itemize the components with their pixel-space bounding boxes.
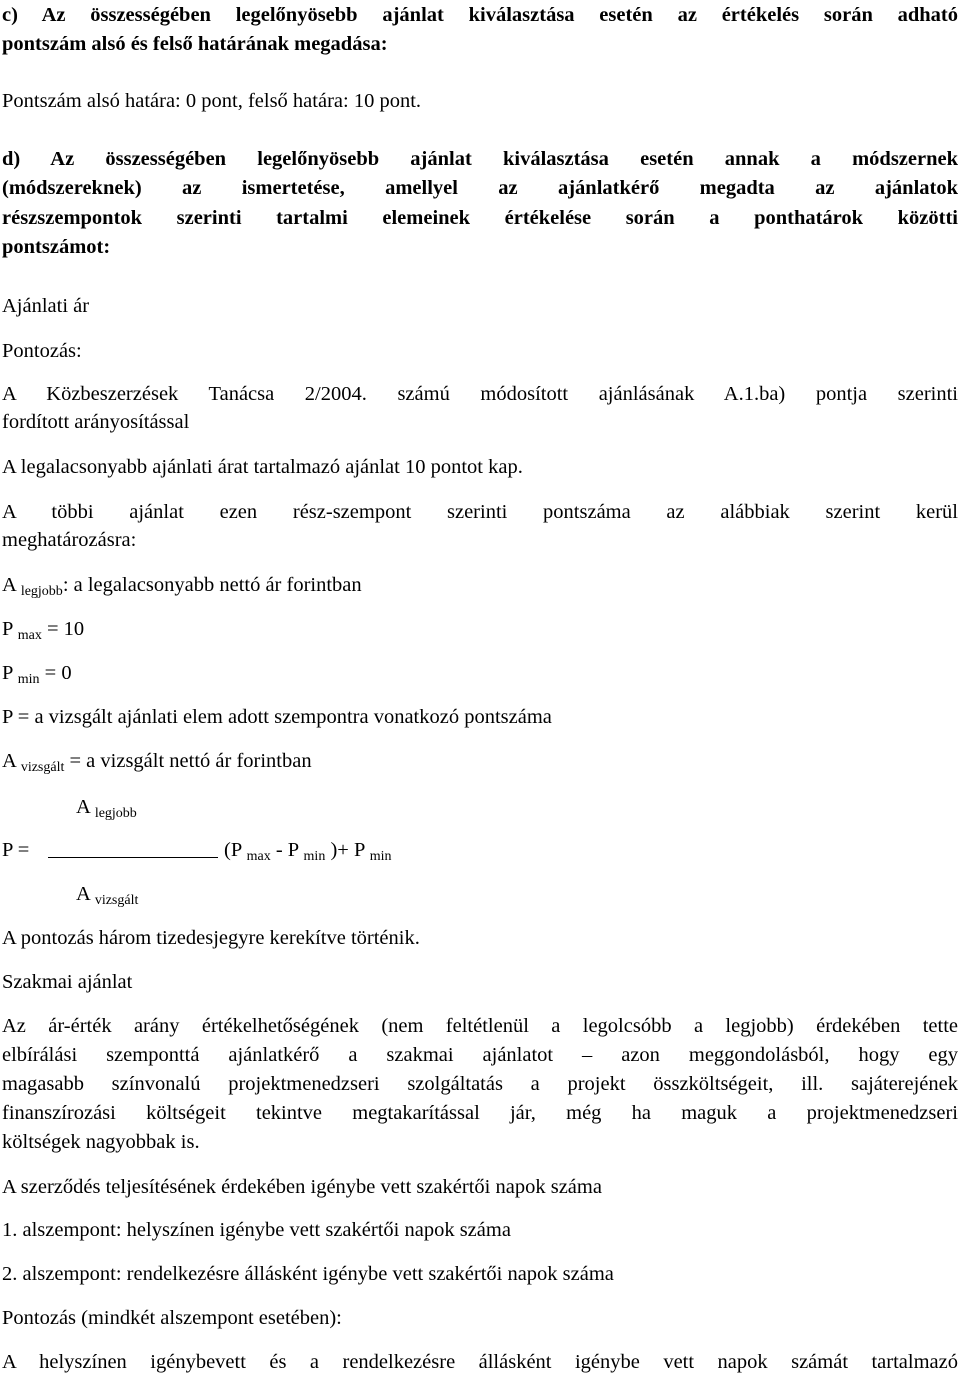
formula-denominator-subscript: vizsgált [94, 893, 139, 908]
def-a-exam [2, 747, 312, 776]
formula-lhs: P = [2, 839, 30, 861]
score-range-text: Pontszám alsó határa: 0 pont, felső határa: 10 pont. [2, 90, 422, 112]
final-line: A helyszínen igénybevett és a rendelkezésre állásként igénybe vett napok számát tartalmazó [2, 1351, 958, 1373]
def-a-best-symbol: A [2, 574, 16, 596]
professional-p1-line2: elbírálási szemponttá ajánlatkérő a szakmai ajánlatot – azon meggondolásból, hogy egy [2, 1044, 958, 1066]
rounding-rule: A pontozás három tizedesjegyre kerekítve történik. [2, 927, 420, 949]
def-a-best-subscript: legjobb [20, 584, 63, 599]
professional-p1-line3: magasabb színvonalú projektmenedzseri szolgáltatás a projekt összköltségeit, ill. sajáterejének [2, 1073, 958, 1095]
professional-title: Szakmai ajánlat [2, 971, 133, 993]
formula-close-plus: )+ P [330, 839, 365, 861]
price-scoring-label: Pontozás: [2, 340, 82, 362]
def-pmax-symbol: P [2, 618, 13, 640]
subcriterion-1: 1. alszempont: helyszínen igénybe vett szakértői napok száma [2, 1219, 511, 1241]
section-c-heading-line2: pontszám alsó és felső határának megadása: [2, 33, 388, 55]
recommendation-line1: A Közbeszerzések Tanácsa 2/2004. számú módosított ajánlásának A.1.ba) pontja szerinti [2, 383, 958, 405]
formula-numerator-subscript: legjobb [94, 806, 137, 821]
formula-numerator-symbol: A [76, 796, 90, 818]
formula-sub-max: max [246, 849, 271, 864]
formula-sub-min1: min [303, 849, 326, 864]
professional-p1-line1: Az ár-érték arány értékelhetőségének (nem feltétlenül a legolcsóbb a legjobb) érdekében tette [2, 1015, 958, 1037]
def-pmin-text: = 0 [39, 662, 72, 684]
def-pmin-subscript: min [17, 672, 40, 687]
formula-rhs [224, 836, 392, 865]
lowest-price-rule: A legalacsonyabb ajánlati árat tartalmazó ajánlat 10 pontot kap. [2, 456, 523, 478]
price-title: Ajánlati ár [2, 295, 90, 317]
professional-p1-line5: költségek nagyobbak is. [2, 1131, 200, 1153]
other-offers-line2: meghatározásra: [2, 529, 137, 551]
def-a-exam-text: = a vizsgált nettó ár forintban [64, 750, 312, 772]
def-pmax [2, 615, 84, 644]
formula-denominator [76, 880, 138, 909]
section-d-heading-line1: d) Az összességében legelőnyösebb ajánlat kiválasztása esetén annak a módszernek [2, 148, 958, 170]
def-pmax-subscript: max [17, 628, 42, 643]
def-a-best [2, 571, 362, 600]
section-d-heading-line4: pontszámot: [2, 236, 111, 258]
recommendation-line2: fordított arányosítással [2, 411, 190, 433]
def-pmax-text: = 10 [41, 618, 85, 640]
def-a-exam-symbol: A [2, 750, 16, 772]
def-a-exam-subscript: vizsgált [20, 760, 65, 775]
fraction-bar [48, 857, 218, 858]
def-pmin [2, 659, 72, 688]
subcriterion-2: 2. alszempont: rendelkezésre állásként igénybe vett szakértői napok száma [2, 1263, 614, 1285]
formula-denominator-symbol: A [76, 883, 90, 905]
formula-sub-min2: min [369, 849, 392, 864]
def-pmin-symbol: P [2, 662, 13, 684]
formula-minus: - P [270, 839, 299, 861]
def-p: P = a vizsgált ajánlati elem adott szempontra vonatkozó pontszáma [2, 706, 552, 728]
section-c-heading-line1: c) Az összességében legelőnyösebb ajánlat kiválasztása esetén az értékelés során adható [2, 4, 958, 26]
other-offers-line1: A többi ajánlat ezen rész-szempont szerinti pontszáma az alábbiak szerint kerül [2, 501, 958, 523]
scoring-both-label: Pontozás (mindkét alszempont esetében): [2, 1307, 342, 1329]
section-d-heading-line2: (módszereknek) az ismertetése, amellyel az ajánlatkérő megadta az ajánlatok [2, 177, 958, 199]
expert-days-criterion: A szerződés teljesítésének érdekében igénybe vett szakértői napok száma [2, 1176, 602, 1198]
formula-open: (P [224, 839, 242, 861]
formula-numerator [76, 793, 137, 822]
professional-p1-line4: finanszírozási költségeit tekintve megtakarítással jár, még ha maguk a projektmenedzseri [2, 1102, 958, 1124]
section-d-heading-line3: részszempontok szerinti tartalmi elemeinek értékelése során a ponthatárok közötti [2, 207, 958, 229]
def-a-best-text: : a legalacsonyabb nettó ár forintban [62, 574, 362, 596]
